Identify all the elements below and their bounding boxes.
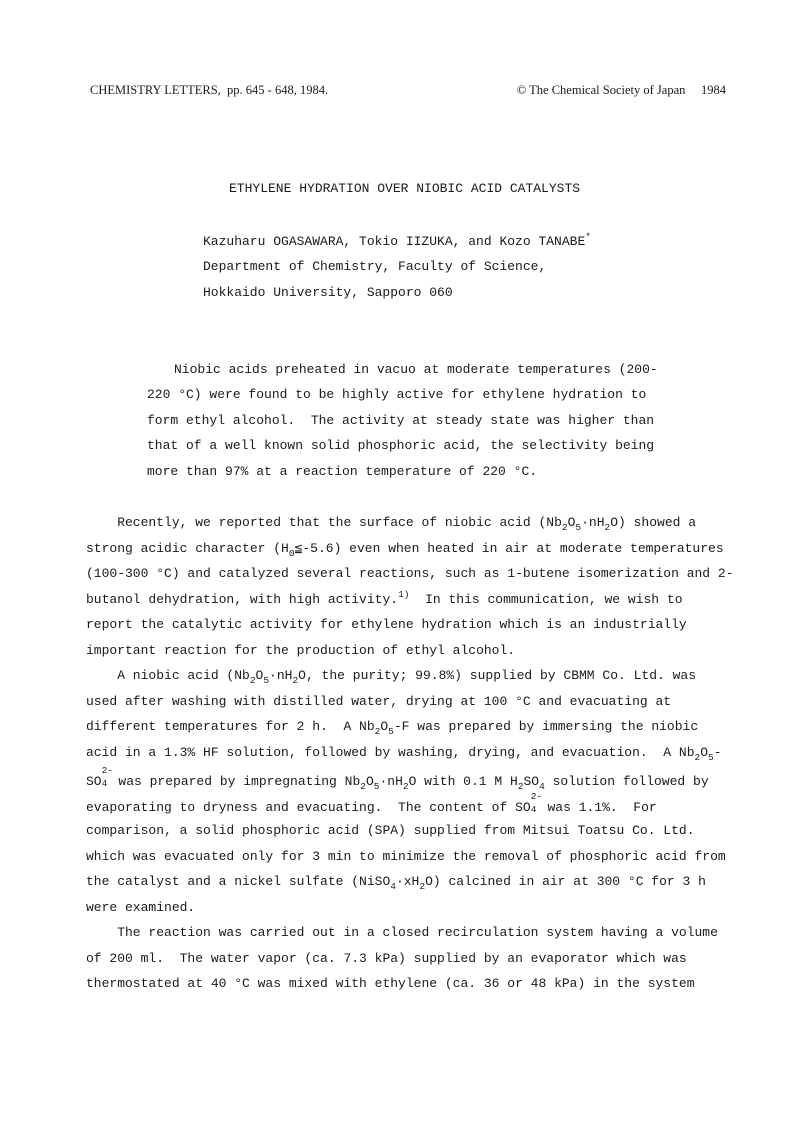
body-line: The reaction was carried out in a closed recirculation system having a volume <box>86 925 718 940</box>
reference-marker: 1) <box>398 589 410 600</box>
abstract-line: form ethyl alcohol. The activity at steady state was higher than <box>147 413 655 428</box>
body-line: A niobic acid ($Nb_2O_5\cdot nH_2O$, the purity; 99.8%) supplied by CBMM Co. Ltd. was <box>86 668 697 686</box>
abstract-line: Niobic acids preheated in vacuo at moderate temperatures (200- <box>174 362 658 377</box>
body-line: comparison, a solid phosphoric acid (SPA) supplied from Mitsui Toatsu Co. Ltd. <box>86 823 695 838</box>
body-line: report the catalytic activity for ethylene hydration which is an industrially <box>86 617 687 632</box>
body-line: of 200 ml. The water vapor (ca. 7.3 kPa) supplied by an evaporator which was <box>86 951 687 966</box>
body-line: (100-300 °C) and catalyzed several reactions, such as 1-butene isomerization and 2- <box>86 566 734 581</box>
abstract-line: that of a well known solid phosphoric acid, the selectivity being <box>147 438 655 453</box>
author-list: Kazuharu OGASAWARA, Tokio IIZUKA, and Kozo TANABE* <box>203 231 591 249</box>
body-line: acid in a 1.3% HF solution, followed by washing, drying, and evacuation. A $Nb_2O_5-$ <box>86 745 722 763</box>
body-line: butanol dehydration, with high activity.$^{1)}$ In this communication, we wish to <box>86 589 683 607</box>
journal-citation: CHEMISTRY LETTERS, pp. 645 - 648, 1984. <box>90 83 329 97</box>
body-line: thermostated at 40 °C was mixed with ethylene (ca. 36 or 48 kPa) in the system <box>86 976 695 991</box>
body-line: the catalyst and a nickel sulfate $(NiSO_4\cdot xH_2O)$ calcined in air at 300 °C for 3 h <box>86 874 706 892</box>
body-line: different temperatures for 2 h. A $Nb_2O_5-F$ was prepared by immersing the niobic <box>86 719 699 737</box>
body-line: SO 2- 4 was prepared by impregnating $Nb_2O_5\cdot nH_2O$ with 0.1 M $H_2SO_4$ solution followed by <box>86 765 709 792</box>
abstract-line: more than 97% at a reaction temperature of 220 °C. <box>147 464 538 479</box>
body-line: used after washing with distilled water, drying at 100 °C and evacuating at <box>86 694 672 709</box>
affiliation-line: Hokkaido University, Sapporo 060 <box>203 285 453 300</box>
running-header <box>90 83 726 101</box>
body-line: strong acidic character $(H_0≦-5.6)$ even when heated in air at moderate temperatures <box>86 541 724 559</box>
body-line: Recently, we reported that the surface of niobic acid $(Nb_2O_5\cdot nH_2O)$ showed a <box>86 515 697 533</box>
body-line: evaporating to dryness and evacuating. The content of SO 2- 4 was 1.1%. For <box>86 791 657 815</box>
affiliation-line: Department of Chemistry, Faculty of Science, <box>203 259 547 274</box>
copyright-notice: © The Chemical Society of Japan 1984 <box>516 83 726 97</box>
paper-title: ETHYLENE HYDRATION OVER NIOBIC ACID CATALYSTS <box>229 181 581 196</box>
body-line: important reaction for the production of ethyl alcohol. <box>86 643 516 658</box>
body-line: which was evacuated only for 3 min to minimize the removal of phosphoric acid from <box>86 849 726 864</box>
body-line: were examined. <box>86 900 196 915</box>
abstract-line: 220 °C) were found to be highly active for ethylene hydration to <box>147 387 647 402</box>
